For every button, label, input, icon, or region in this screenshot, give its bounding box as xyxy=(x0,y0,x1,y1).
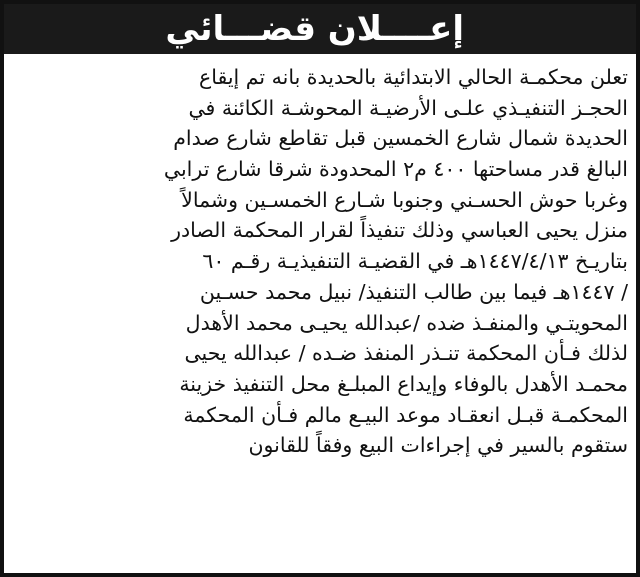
notice-line: الحجـز التنفيـذي علـى الأرضيـة المحوشـة الكائنة في xyxy=(188,95,628,120)
notice-header xyxy=(4,4,636,54)
notice-line: محمـد الأهدل بالوفاء وإيداع المبلـغ محل التنفيذ خزينة xyxy=(179,371,628,396)
notice-line: البالغ قدر مساحتها ٤٠٠ م٢ المحدودة شرقا شارع ترابي xyxy=(163,157,628,182)
notice-line: وغربا حوش الحسـني وجنوبا شـارع الخمسـين وشمالاً xyxy=(181,187,628,212)
notice-line: لذلك فـأن المحكمة تنـذر المنفذ ضـده / عبدالله يحيى xyxy=(184,341,628,366)
notice-line: منزل يحيى العباسي وذلك تنفيذاً لقرار المحكمة الصادر xyxy=(171,218,628,243)
notice-line: / ١٤٤٧هـ فيما بين طالب التنفيذ/ نبيل محمد حسـين xyxy=(199,279,628,304)
notice-title: إعــــلان قضـــائي xyxy=(165,9,464,49)
notice-line: المحويتـي والمنفـذ ضده /عبدالله يحيـى محمد الأهدل xyxy=(185,310,628,335)
notice-line: بتاريـخ ١٤٤٧/٤/١٣هـ في القضيـة التنفيذيـة رقـم ٦٠ xyxy=(202,249,628,274)
notice-line: الحديدة شمال شارع الخمسين قبل تقاطع شارع صدام xyxy=(173,126,628,151)
notice-body xyxy=(12,62,628,461)
notice-line: تعلن محكمـة الحالي الابتدائية بالحديدة بانه تم إيقاع xyxy=(199,65,628,89)
notice-line: ستقوم بالسير في إجراءات البيع وفقاً للقانون xyxy=(248,433,628,458)
notice-line: المحكمـة قبـل انعقـاد موعد البيـع مالم فـأن المحكمة xyxy=(183,402,628,427)
